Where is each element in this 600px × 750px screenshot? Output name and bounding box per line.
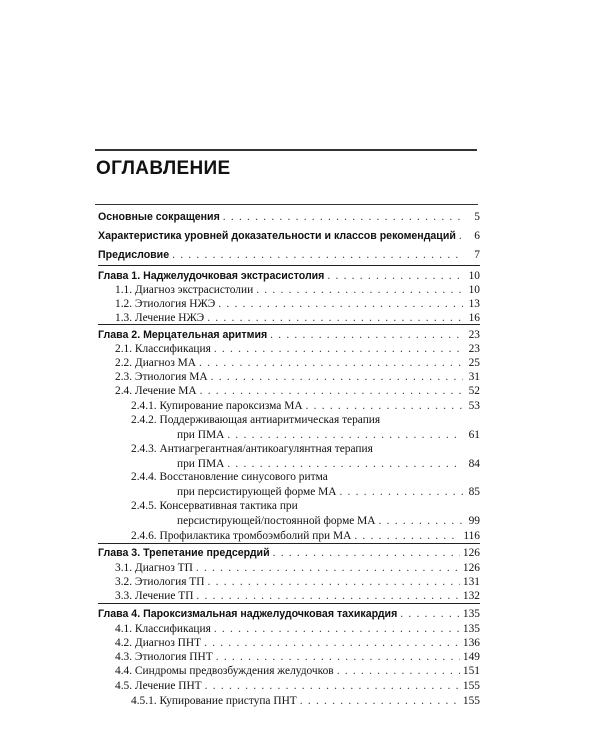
toc-entry-page: 52 bbox=[468, 385, 480, 397]
toc-entry[interactable] bbox=[115, 370, 480, 384]
chapter-separator bbox=[98, 603, 480, 604]
toc-entry-label-continued: при ПМА bbox=[177, 429, 225, 441]
dot-leader bbox=[227, 428, 463, 442]
toc-entry-label: Глава 3. Трепетание предсердий bbox=[98, 547, 270, 559]
toc-entry[interactable] bbox=[115, 622, 480, 636]
toc-entry-label: 3.2. Этиология ТП bbox=[115, 576, 205, 588]
dot-leader bbox=[199, 356, 463, 370]
toc-entry-label: 2.2. Диагноз МА bbox=[115, 357, 197, 369]
chapter-separator bbox=[98, 265, 480, 266]
toc-entry[interactable] bbox=[115, 679, 480, 693]
dot-leader bbox=[204, 636, 460, 650]
toc-entry-page: 135 bbox=[462, 608, 480, 620]
toc-entry-page: 149 bbox=[462, 651, 480, 663]
top-rule bbox=[95, 149, 477, 151]
dot-leader bbox=[270, 328, 463, 342]
toc-entry-page: 136 bbox=[462, 637, 480, 649]
toc-entry-label: Глава 1. Наджелудочковая экстрасистолия bbox=[98, 270, 325, 282]
dot-leader bbox=[172, 248, 463, 262]
toc-entry-chapter-4[interactable] bbox=[98, 607, 480, 621]
toc-entry-label: Глава 2. Мерцательная аритмия bbox=[98, 329, 268, 341]
toc-entry-page: 126 bbox=[462, 562, 480, 574]
dot-leader bbox=[207, 311, 463, 325]
toc-entry[interactable] bbox=[115, 561, 480, 575]
dot-leader bbox=[208, 575, 460, 589]
toc-entry-label: 2.1. Классификация bbox=[115, 343, 211, 355]
toc-entry-label: 1.1. Диагноз экстрасистолии bbox=[115, 284, 254, 296]
toc-entry[interactable] bbox=[115, 384, 480, 398]
page-title: ОГЛАВЛЕНИЕ bbox=[96, 158, 231, 179]
toc-entry-label[interactable]: 2.4.5. Консервативная тактика при bbox=[131, 500, 298, 512]
toc-entry-label: 2.4.6. Профилактика тромбоэмболий при МА bbox=[131, 530, 352, 542]
toc-entry-label: 3.1. Диагноз ТП bbox=[115, 562, 193, 574]
dot-leader bbox=[327, 269, 463, 283]
toc-entry[interactable] bbox=[131, 529, 480, 543]
toc-entry-label: Глава 4. Пароксизмальная наджелудочковая тахикардия bbox=[98, 608, 398, 620]
dot-leader bbox=[354, 529, 460, 543]
toc-entry[interactable] bbox=[115, 283, 480, 297]
toc-entry-label: 3.3. Лечение ТП bbox=[115, 590, 194, 602]
dot-leader bbox=[211, 370, 463, 384]
toc-entry[interactable] bbox=[115, 650, 480, 664]
toc-entry-page: 5 bbox=[474, 211, 480, 223]
toc-entry[interactable] bbox=[115, 575, 480, 589]
dot-leader bbox=[196, 589, 459, 603]
toc-entry-page: 116 bbox=[463, 530, 480, 542]
toc-entry[interactable] bbox=[98, 229, 480, 243]
toc-entry-label: Основные сокращения bbox=[98, 211, 220, 223]
toc-entry[interactable] bbox=[98, 210, 480, 224]
toc-entry-page: 99 bbox=[468, 515, 480, 527]
toc-entry-page: 23 bbox=[468, 329, 480, 341]
toc-entry-label: 2.4. Лечение МА bbox=[115, 385, 197, 397]
dot-leader bbox=[339, 485, 463, 499]
dot-leader bbox=[200, 384, 463, 398]
dot-leader bbox=[227, 457, 463, 471]
dot-leader bbox=[306, 399, 463, 413]
toc-entry-label: 2.3. Этиология МА bbox=[115, 371, 208, 383]
toc-entry[interactable] bbox=[115, 356, 480, 370]
toc-entry[interactable] bbox=[115, 297, 480, 311]
dot-leader bbox=[337, 664, 460, 678]
dot-leader bbox=[216, 650, 460, 664]
dot-leader bbox=[223, 210, 463, 224]
toc-entry-label: 4.1. Классификация bbox=[115, 623, 211, 635]
toc-entry-label[interactable]: 2.4.2. Поддерживающая антиаритмическая терапия bbox=[131, 414, 381, 426]
toc-entry-label: Предисловие bbox=[98, 249, 170, 261]
dot-leader bbox=[300, 694, 460, 708]
toc-entry-page: 155 bbox=[462, 680, 480, 692]
toc-entry-page: 126 bbox=[462, 547, 480, 559]
toc-entry[interactable] bbox=[177, 457, 480, 471]
toc-entry-chapter-3[interactable] bbox=[98, 546, 480, 560]
dot-leader bbox=[218, 297, 463, 311]
toc-entry[interactable] bbox=[177, 514, 480, 528]
dot-leader bbox=[256, 283, 463, 297]
toc-entry-page: 13 bbox=[468, 298, 480, 310]
toc-entry-page: 132 bbox=[462, 590, 480, 602]
dot-leader bbox=[379, 514, 463, 528]
toc-entry-page: 135 bbox=[462, 623, 480, 635]
toc-entry-label: Характеристика уровней доказательности и классов рекомендаций bbox=[98, 230, 456, 242]
toc-entry-chapter-2[interactable] bbox=[98, 328, 480, 342]
toc-entry[interactable] bbox=[115, 664, 480, 678]
dot-leader bbox=[459, 229, 463, 243]
toc-entry-page: 53 bbox=[468, 400, 480, 412]
heading-separator bbox=[95, 204, 478, 205]
toc-entry-label-continued: при персистирующей форме МА bbox=[177, 486, 337, 498]
dot-leader bbox=[400, 607, 460, 621]
toc-entry-page: 31 bbox=[468, 371, 480, 383]
toc-entry-label: 1.2. Этиология НЖЭ bbox=[115, 298, 216, 310]
toc-entry-page: 61 bbox=[468, 429, 480, 441]
toc-entry[interactable] bbox=[115, 589, 480, 603]
dot-leader bbox=[205, 679, 460, 693]
toc-entry[interactable] bbox=[131, 399, 480, 413]
toc-entry[interactable] bbox=[131, 694, 480, 708]
dot-leader bbox=[273, 546, 460, 560]
toc-entry-page: 10 bbox=[468, 270, 480, 282]
toc-entry-label: 4.5.1. Купирование приступа ПНТ bbox=[131, 695, 297, 707]
dot-leader bbox=[214, 342, 463, 356]
toc-entry-page: 85 bbox=[468, 486, 480, 498]
toc-entry-label: 4.5. Лечение ПНТ bbox=[115, 680, 202, 692]
toc-entry-label[interactable]: 2.4.3. Антиагрегантная/антикоагулянтная терапия bbox=[131, 443, 373, 455]
toc-entry-page: 16 bbox=[468, 312, 480, 324]
chapter-separator bbox=[98, 543, 480, 544]
toc-entry-page: 10 bbox=[468, 284, 480, 296]
toc-entry-page: 23 bbox=[468, 343, 480, 355]
toc-entry-page: 131 bbox=[462, 576, 480, 588]
toc-entry-label: 2.4.1. Купирование пароксизма МА bbox=[131, 400, 303, 412]
toc-entry[interactable] bbox=[98, 248, 480, 262]
dot-leader bbox=[214, 622, 460, 636]
toc-entry-label-continued: персистирующей/постоянной форме МА bbox=[177, 515, 376, 527]
toc-entry[interactable] bbox=[177, 428, 480, 442]
toc-entry[interactable] bbox=[115, 636, 480, 650]
chapter-separator bbox=[98, 324, 480, 325]
toc-entry-page: 84 bbox=[468, 458, 480, 470]
toc-entry-page: 25 bbox=[468, 357, 480, 369]
toc-entry-label: 4.3. Этиология ПНТ bbox=[115, 651, 213, 663]
toc-entry-page: 151 bbox=[462, 665, 480, 677]
toc-entry-page: 155 bbox=[462, 695, 480, 707]
dot-leader bbox=[196, 561, 460, 575]
toc-entry-label: 4.2. Диагноз ПНТ bbox=[115, 637, 202, 649]
toc-entry-label[interactable]: 2.4.4. Восстановление синусового ритма bbox=[131, 471, 328, 483]
toc-entry-page: 6 bbox=[474, 230, 480, 242]
toc-entry-label: 4.4. Синдромы предвозбуждения желудочков bbox=[115, 665, 334, 677]
toc-entry-label: 1.3. Лечение НЖЭ bbox=[115, 312, 205, 324]
toc-entry[interactable] bbox=[115, 342, 480, 356]
toc-entry[interactable] bbox=[177, 485, 480, 499]
toc-entry-page: 7 bbox=[474, 249, 480, 261]
toc-entry-label-continued: при ПМА bbox=[177, 458, 225, 470]
toc-entry-chapter-1[interactable] bbox=[98, 269, 480, 283]
toc-entry[interactable] bbox=[115, 311, 480, 325]
